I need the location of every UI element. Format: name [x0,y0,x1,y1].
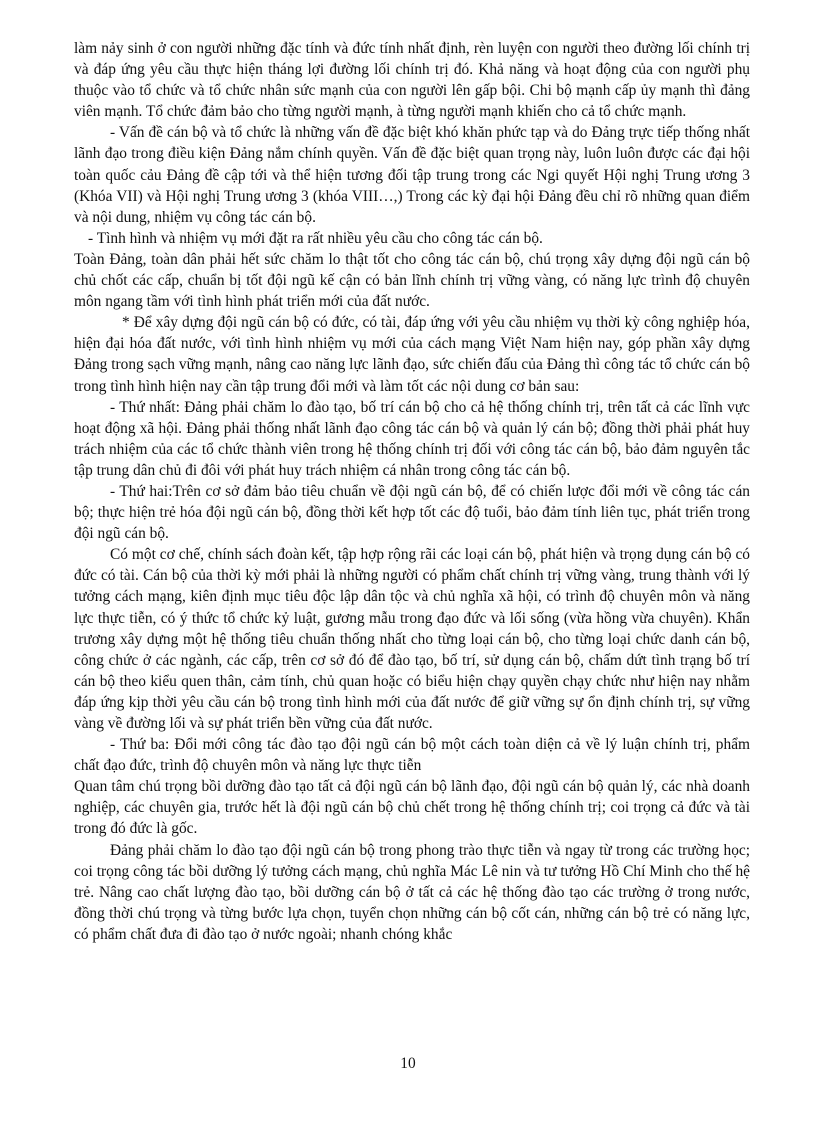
paragraph: - Tình hình và nhiệm vụ mới đặt ra rất nhiều yêu cầu cho công tác cán bộ. [88,229,543,247]
page-number: 10 [400,1055,416,1072]
paragraph: - Thứ nhất: Đảng phải chăm lo đào tạo, bố trí cán bộ cho cả hệ thống chính trị, trên tất cả các lĩnh vực hoạt động xã hội. Đảng phải thống nhất lãnh đạo công tác cán bộ và quản lý cán bộ; đồng thời phải phát huy trách nhiệm của các tổ chức thành viên trong hệ thống chính trị đối với công tác cán bộ, bảo đảm nguyên tắc tập trung dân chủ đi đôi với phát huy trách nhiệm cá nhân trong công tác cán bộ. [74,398,750,479]
paragraph: Quan tâm chú trọng bồi dưỡng đào tạo tất cả đội ngũ cán bộ lãnh đạo, đội ngũ cán bộ quản lý, các nhà doanh nghiệp, các chuyên gia, trước hết là đội ngũ cán bộ chủ chết trong hệ thống chính trị; coi trọng cả đức và tài trong đó đức là gốc. [74,778,750,838]
paragraph: * Để xây dựng đội ngũ cán bộ có đức, có tài, đáp ứng với yêu cầu nhiệm vụ thời kỳ công nghiệp hóa, hiện đại hóa đất nước, với tình hình nhiệm vụ mới của cách mạng Việt Nam hiện nay, góp phần xây dựng Đảng trong sạch vững mạnh, nâng cao năng lực lãnh đạo, sức chiến đấu của Đảng thì công tác tổ chức cán bộ trong tình hình hiện nay cần tập trung đổi mới và làm tốt các nội dung cơ bản sau: [74,314,750,395]
paragraph: Đảng phải chăm lo đào tạo đội ngũ cán bộ trong phong trào thực tiễn và ngay từ trong các trường học; coi trọng công tác bồi dưỡng lý tưởng cách mạng, chủ nghĩa Mác Lê nin và tư tưởng Hồ Chí Minh cho thế hệ trẻ. Nâng cao chất lượng đào tạo, bồi dưỡng cán bộ ở tất cả các hệ thống đào tạo các trường ở trong nước, đồng thời chú trọng và từng bước lựa chọn, tuyển chọn những cán bộ cốt cán, những cán bộ trẻ có năng lực, có phẩm chất đưa đi đào tạo ở nước ngoài; nhanh chóng khắc [74,841,750,943]
paragraph: Có một cơ chế, chính sách đoàn kết, tập hợp rộng rãi các loại cán bộ, phát hiện và trọng dụng cán bộ có đức có tài. Cán bộ của thời kỳ mới phải là những người có phẩm chất chính trị vững vàng, trung thành với lý tưởng cách mạng, kiên định mục tiêu độc lập dân tộc và chủ nghĩa xã hội, có trình độ chuyên môn và năng lực thực tiễn, có ý thức tổ chức kỷ luật, gương mẫu trong đạo đức và lối sống (vừa hồng vừa chuyên). Khẩn trương xây dựng một hệ thống tiêu chuẩn thống nhất cho từng loại cán bộ, cho từng loại chức danh cán bộ, công chức ở các ngành, các cấp, trên cơ sở đó để đào tạo, bố trí, sử dụng cán bộ, chấm dứt tình trạng bố trí cán bộ theo kiểu quen thân, cảm tính, chủ quan hoặc có biểu hiện chạy quyền chạy chức như hiện nay nhằm đáp ứng kịp thời yêu cầu cán bộ trong tình hình mới của đất nước để giữ vững sự ổn định chính trị, sự vững vàng về đường lối và sự phát triển bền vững của đất nước. [74,546,750,732]
document-body [74,38,750,945]
paragraph: - Thứ hai:Trên cơ sở đảm bảo tiêu chuẩn về đội ngũ cán bộ, để có chiến lược đổi mới về công tác cán bộ; thực hiện trẻ hóa đội ngũ cán bộ, đồng thời kết hợp tốt các độ tuổi, bảo đảm tính liên tục, phát triển trong đội ngũ cán bộ. [74,482,750,543]
paragraph: làm nảy sinh ở con người những đặc tính và đức tính nhất định, rèn luyện con người theo đường lối chính trị và đáp ứng yêu cầu thực hiện tháng lợi đường lối chính trị đó. Khả năng và hoạt động của con người phụ thuộc vào tổ chức và tổ chức nhân sức mạnh của con người lên gấp bội. Chi bộ mạnh cấp ủy mạnh thì đảng viên mạnh. Tổ chức đảm bảo cho từng người mạnh, à từng người mạnh khiến cho cả tổ chức mạnh. [74,40,750,121]
paragraph: - Vấn đề cán bộ và tổ chức là những vấn đề đặc biệt khó khăn phức tạp và do Đảng trực tiếp thống nhất lãnh đạo trong điều kiện Đảng nắm chính quyền. Vấn đề đặc biệt quan trọng này, luôn luôn được các đại hội toàn quốc cảu Đảng đề cập tới và thể hiện tương đối tập trung trong các Ngi quyết Hội nghị Trung ương 3 (Khóa VII) và Hội nghị Trung ương 3 (khóa VIII…,) Trong các kỳ đại hội Đảng đều chỉ rõ những quan điểm và nội dung, nhiệm vụ công tác cán bộ. [74,124,750,226]
paragraph: - Thứ ba: Đổi mới công tác đào tạo đội ngũ cán bộ một cách toàn diện cả về lý luận chính trị, phẩm chất đạo đức, trình độ chuyên môn và năng lực thực tiễn [74,736,750,775]
paragraph: Toàn Đảng, toàn dân phải hết sức chăm lo thật tốt cho công tác cán bộ, chú trọng xây dựng đội ngũ cán bộ chủ chốt các cấp, chuẩn bị tốt đội ngũ kế cận có bản lĩnh chính trị vững vàng, có năng lực trình độ chuyên môn ngang tầm với tình hình phát triển mới của đất nước. [74,250,750,311]
